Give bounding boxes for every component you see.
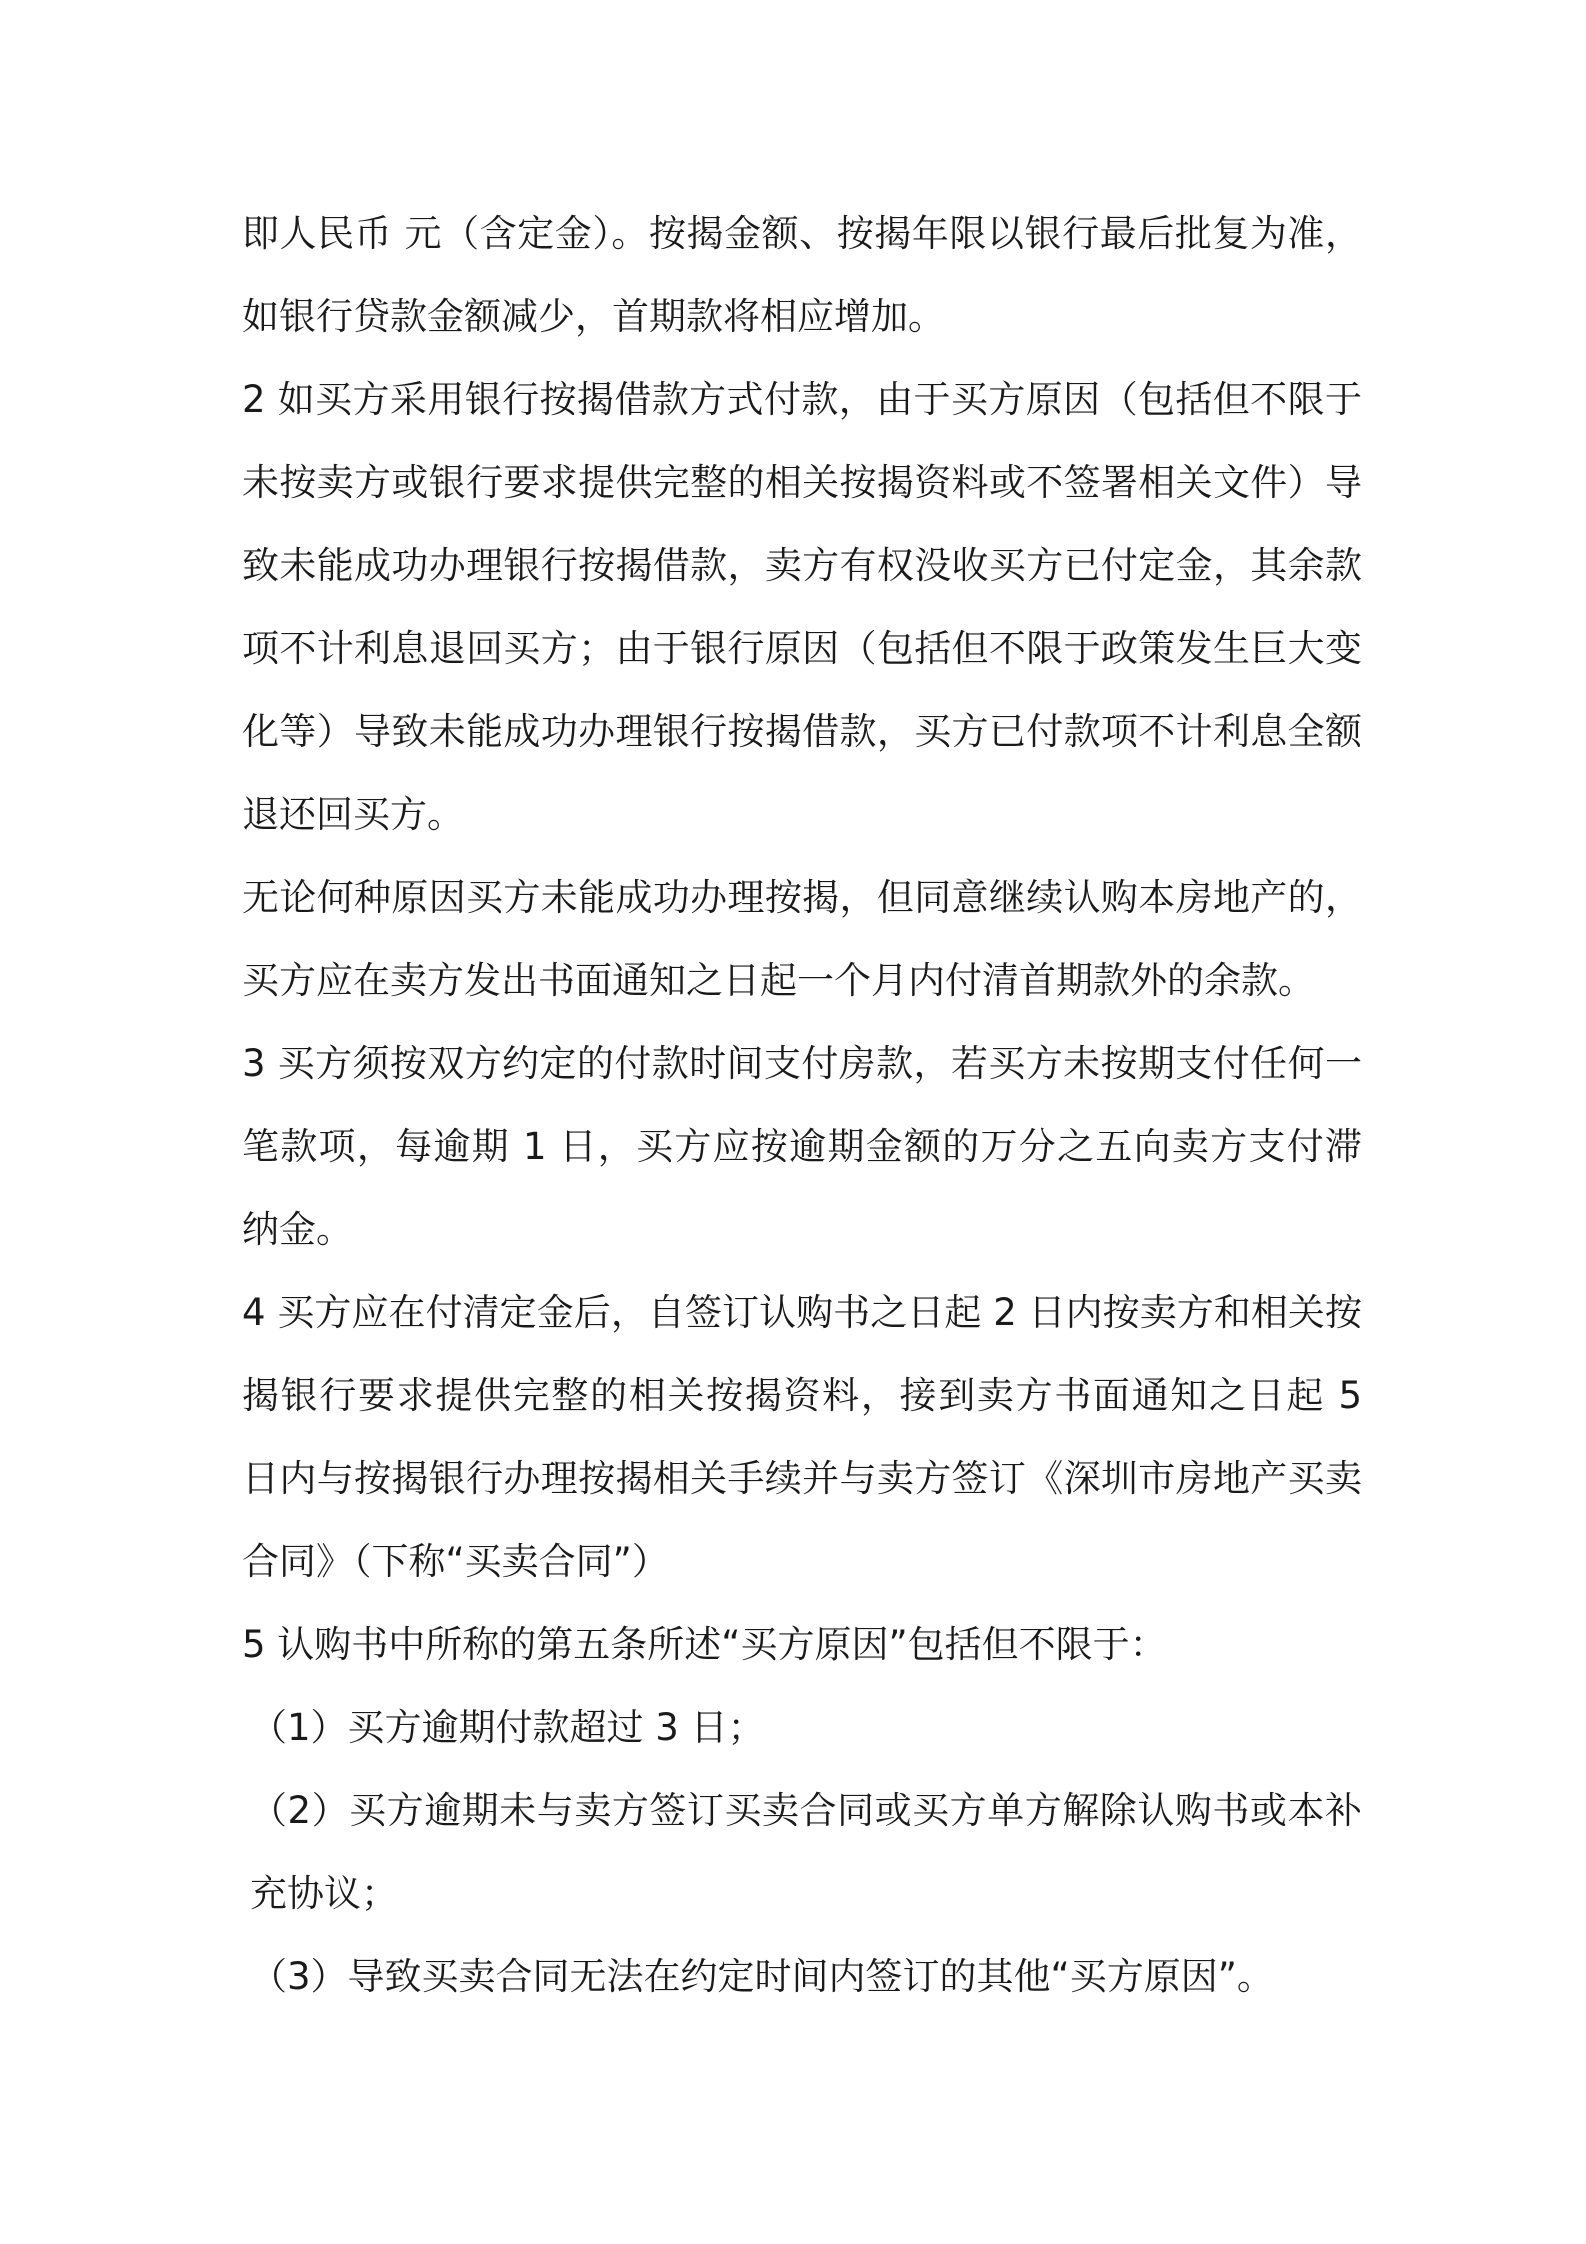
paragraph-clause-3: 3 买方须按双方约定的付款时间支付房款，若买方未按期支付任何一笔款项，每逾期 1 日，买方应按逾期金额的万分之五向卖方支付滞纳金。 — [242, 1042, 1362, 1251]
paragraph-mortgage-failure: 无论何种原因买方未能成功办理按揭，但同意继续认购本房地产的，买方应在卖方发出书面通知之日起一个月内付清首期款外的余款。 — [242, 876, 1362, 1002]
paragraph-clause-5: 5 认购书中所称的第五条所述“买方原因”包括但不限于： — [242, 1623, 1167, 1666]
paragraph-down-payment: 即人民币 元（含定金）。按揭金额、按揭年限以银行最后批复为准，如银行贷款金额减少，首期款将相应增加。 — [242, 212, 1362, 338]
paragraph-clause-2: 2 如买方采用银行按揭借款方式付款，由于买方原因（包括但不限于未按卖方或银行要求提供完整的相关按揭资料或不签署相关文件）导致未能成功办理银行按揭借款，卖方有权没收买方已付定金，其余款项不计利息退回买方；由于银行原因（包括但不限于政策发生巨大变化等）导致未能成功办理银行按揭借款，买方已付款项不计利息全额退还回买方。 — [242, 378, 1362, 836]
paragraph-item-2: （2）买方逾期未与卖方签订买卖合同或买方单方解除认购书或本补充协议； — [250, 1789, 1362, 1915]
paragraph-item-3: （3）导致买卖合同无法在约定时间内签订的其他“买方原因”。 — [250, 1955, 1274, 1998]
paragraph-item-1: （1）买方逾期付款超过 3 日； — [250, 1706, 765, 1749]
contract-text — [242, 192, 1362, 2018]
paragraph-clause-4: 4 买方应在付清定金后，自签订认购书之日起 2 日内按卖方和相关按揭银行要求提供完整的相关按揭资料，接到卖方书面通知之日起 5 日内与按揭银行办理按揭相关手续并与卖方签订《深圳市房地产买卖合同》（下称“买卖合同”） — [242, 1291, 1362, 1583]
